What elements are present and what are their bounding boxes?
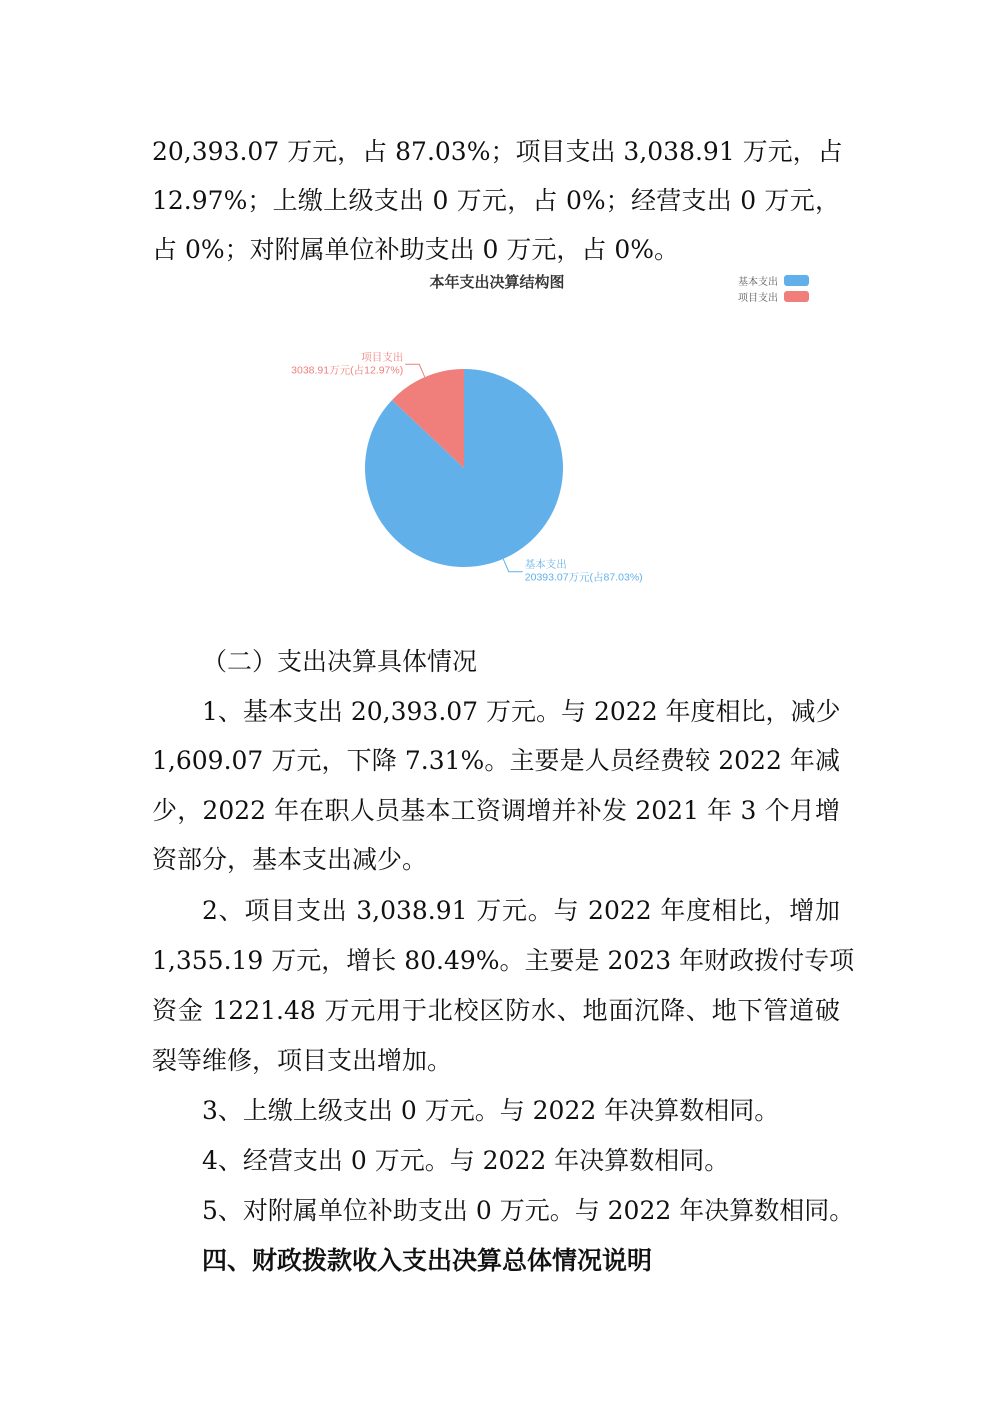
label-leader-line	[503, 559, 523, 572]
slice-value-label: 20393.07万元(占87.03%)	[524, 571, 643, 584]
slice-name-label: 项目支出	[361, 351, 404, 364]
paragraph-line: 5、对附属单位补助支出 0 万元。与 2022 年决算数相同。	[202, 1196, 855, 1225]
chart-title: 本年支出决算结构图	[429, 274, 565, 291]
slice-name-label: 基本支出	[524, 558, 567, 571]
slice-value-label: 3038.91万元(占12.97%)	[291, 364, 404, 377]
label-leader-line	[405, 364, 425, 377]
legend-label: 项目支出	[738, 292, 778, 304]
paragraph-line: 4、经营支出 0 万元。与 2022 年决算数相同。	[202, 1146, 730, 1175]
paragraph-line: 少，2022 年在职人员基本工资调增并补发 2021 年 3 个月增	[152, 796, 840, 825]
legend-label: 基本支出	[738, 276, 778, 288]
paragraph-line: 20,393.07 万元，占 87.03%；项目支出 3,038.91 万元，占	[152, 137, 843, 166]
paragraph-line: 2、项目支出 3,038.91 万元。与 2022 年度相比，增加	[202, 896, 840, 925]
section-heading: （二）支出决算具体情况	[202, 647, 478, 676]
paragraph-line: 占 0%；对附属单位补助支出 0 万元，占 0%。	[152, 235, 680, 264]
paragraph-line: 3、上缴上级支出 0 万元。与 2022 年决算数相同。	[202, 1096, 780, 1125]
paragraph-line: 1,355.19 万元，增长 80.49%。主要是 2023 年财政拨付专项	[152, 946, 855, 975]
chapter-heading: 四、财政拨款收入支出决算总体情况说明	[202, 1246, 653, 1275]
pie-chart	[0, 0, 993, 640]
paragraph-line: 资金 1221.48 万元用于北校区防水、地面沉降、地下管道破	[152, 996, 840, 1025]
paragraph-line: 1,609.07 万元，下降 7.31%。主要是人员经费较 2022 年减	[152, 746, 840, 775]
paragraph-line: 12.97%；上缴上级支出 0 万元，占 0%；经营支出 0 万元，	[152, 186, 840, 215]
paragraph-line: 资部分，基本支出减少。	[152, 845, 428, 874]
paragraph-line: 裂等维修，项目支出增加。	[152, 1046, 453, 1075]
paragraph-line: 1、基本支出 20,393.07 万元。与 2022 年度相比，减少	[202, 697, 841, 726]
